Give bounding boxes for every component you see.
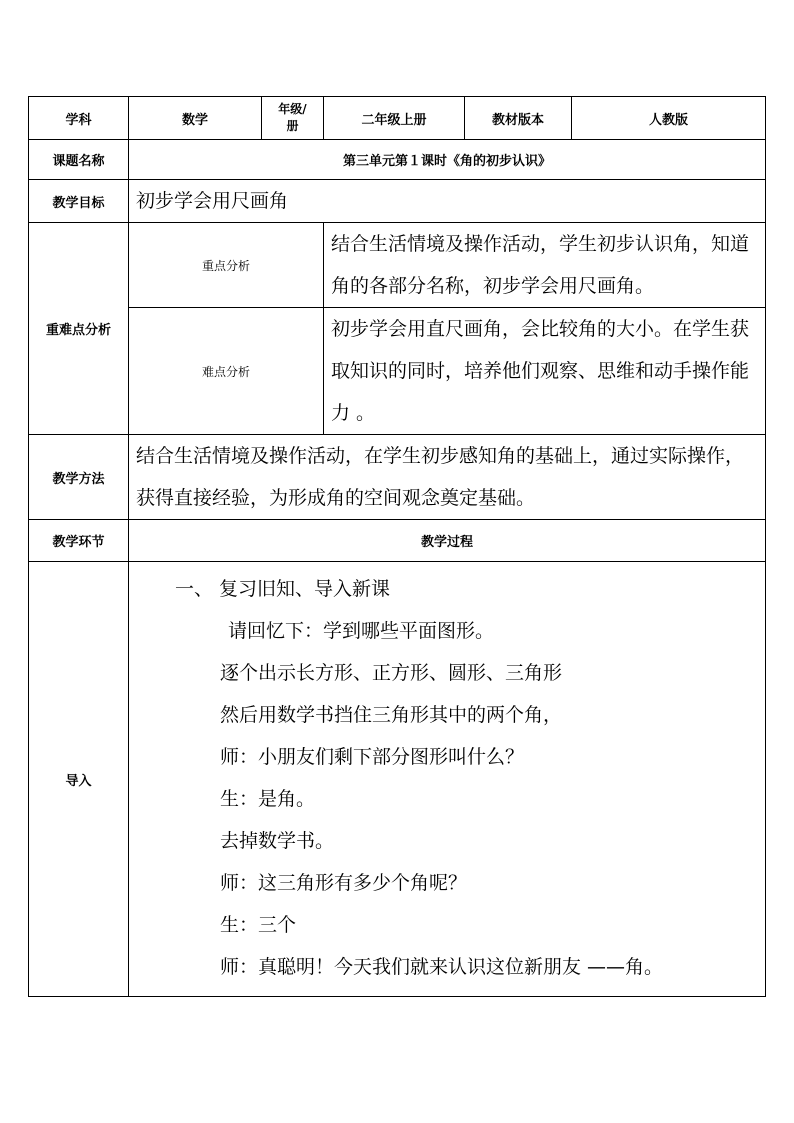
intro-line: 生：三个	[220, 914, 297, 936]
key-point-label: 重点分析	[129, 223, 324, 308]
method-label: 教学方法	[29, 435, 129, 520]
intro-line: 然后用数学书挡住三角形其中的两个角，	[220, 704, 563, 726]
hard-point-text: 初步学会用直尺画角，会比较角的大小。在学生获取知识的同时，培养他们观察、思维和动手操作能力 。	[324, 308, 766, 435]
header-row	[29, 97, 766, 140]
lesson-plan-table	[28, 96, 766, 997]
intro-line: 师：小朋友们剩下部分图形叫什么？	[220, 746, 525, 768]
intro-line: 师：真聪明！今天我们就来认识这位新朋友 ——角。	[220, 956, 664, 978]
intro-stage-label: 导入	[29, 562, 129, 997]
intro-line: 请回忆下：学到哪些平面图形。	[228, 620, 495, 642]
grade-label-line1: 年级/	[278, 102, 307, 116]
lesson-title-value: 第三单元第１课时《角的初步认识》	[129, 140, 766, 180]
edition-value: 人教版	[572, 97, 766, 140]
lesson-title-row	[29, 140, 766, 180]
analysis-label: 重难点分析	[29, 223, 129, 435]
edition-label: 教材版本	[465, 97, 572, 140]
grade-label-line2: 册	[286, 119, 299, 133]
intro-line: 逐个出示长方形、正方形、圆形、三角形	[220, 662, 563, 684]
goal-label: 教学目标	[29, 180, 129, 223]
intro-heading: 一、 复习旧知、导入新课	[175, 578, 391, 600]
key-point-text: 结合生活情境及操作活动，学生初步认识角，知道角的各部分名称，初步学会用尺画角。	[324, 223, 766, 308]
intro-line: 生：是角。	[220, 788, 316, 810]
intro-line: 去掉数学书。	[220, 830, 335, 852]
goal-value: 初步学会用尺画角	[129, 180, 766, 223]
key-point-row	[29, 223, 766, 308]
stage-column-label: 教学环节	[29, 520, 129, 562]
hard-point-row	[29, 308, 766, 435]
intro-process-cell	[129, 562, 766, 997]
goal-row	[29, 180, 766, 223]
lesson-title-label: 课题名称	[29, 140, 129, 180]
steps-header-row	[29, 520, 766, 562]
subject-label: 学科	[29, 97, 129, 140]
subject-value: 数学	[129, 97, 262, 140]
method-row	[29, 435, 766, 520]
process-column-label: 教学过程	[129, 520, 766, 562]
grade-value: 二年级上册	[324, 97, 465, 140]
hard-point-label: 难点分析	[129, 308, 324, 435]
method-text: 结合生活情境及操作活动，在学生初步感知角的基础上，通过实际操作，获得直接经验，为形成角的空间观念奠定基础。	[129, 435, 766, 520]
intro-row	[29, 562, 766, 997]
grade-label	[262, 97, 324, 140]
intro-line: 师：这三角形有多少个角呢？	[220, 872, 468, 894]
